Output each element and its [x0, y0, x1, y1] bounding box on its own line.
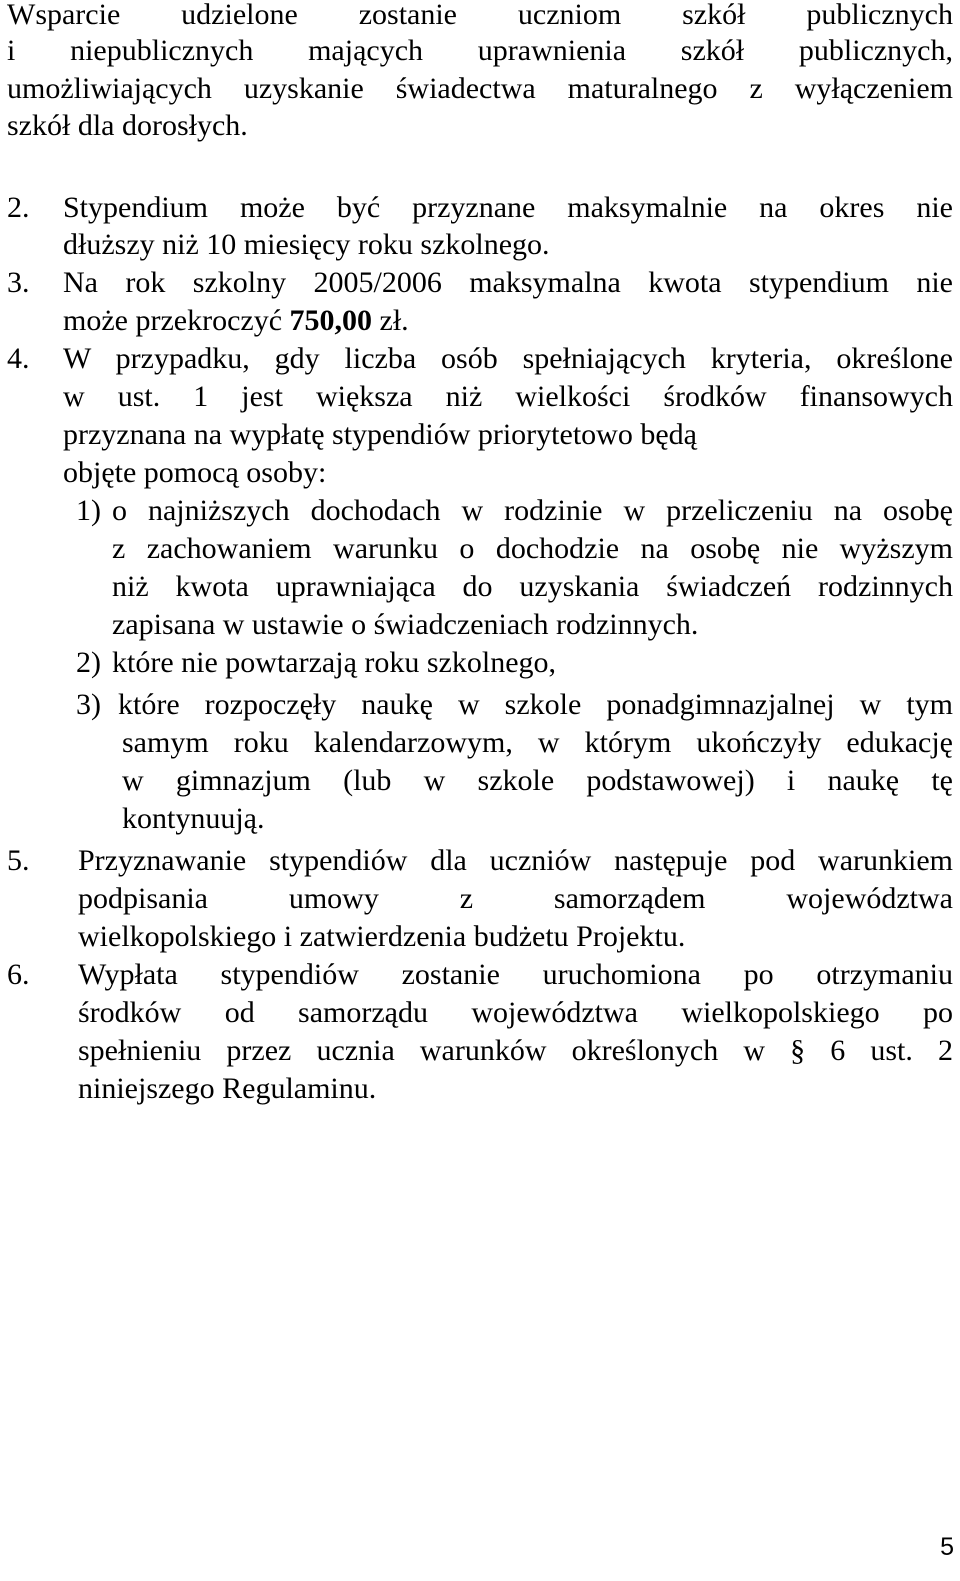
sub-item-line: niż kwota uprawniająca do uzyskania świadczeń rodzinnych — [112, 570, 953, 603]
list-item-line: Przyznawanie stypendiów dla uczniów następuje pod warunkiem — [78, 844, 953, 877]
intro-line: umożliwiających uzyskanie świadectwa maturalnego z wyłączeniem — [7, 72, 953, 105]
amount-suffix: zł. — [372, 304, 409, 337]
list-item-line: spełnieniu przez ucznia warunków określonych w § 6 ust. 2 — [78, 1034, 953, 1067]
sub-item-line: które rozpoczęły naukę w szkole ponadgimnazjalnej w tym — [118, 688, 953, 721]
sub-item-line: samym roku kalendarzowym, w którym ukończyły edukację — [122, 726, 953, 759]
list-item-line: przyznana na wypłatę stypendiów priorytetowo będą — [63, 418, 697, 451]
list-item-number: 4. — [7, 342, 30, 375]
list-item-line: Stypendium może być przyznane maksymalnie na okres nie — [63, 191, 953, 224]
page-number: 5 — [940, 1533, 954, 1561]
sub-item-number: 3) — [76, 688, 101, 721]
list-item-number: 5. — [7, 844, 30, 877]
sub-item-line: które nie powtarzają roku szkolnego, — [112, 646, 557, 679]
sub-item-line: kontynuują. — [122, 802, 265, 835]
list-item-line: podpisania umowy z samorządem województwa — [78, 882, 953, 915]
sub-item-number: 2) — [76, 646, 101, 679]
list-item-line: Na rok szkolny 2005/2006 maksymalna kwota stypendium nie — [63, 266, 953, 299]
sub-item-line: zapisana w ustawie o świadczeniach rodzinnych. — [112, 608, 699, 641]
sub-item-line: o najniższych dochodach w rodzinie w przeliczeniu na osobę — [112, 494, 953, 527]
stipend-amount: 750,00 — [289, 304, 373, 337]
list-item-number: 2. — [7, 191, 30, 224]
list-item-line: objęte pomocą osoby: — [63, 456, 327, 489]
list-item-line — [63, 303, 409, 339]
sub-item-line: w gimnazjum (lub w szkole podstawowej) i naukę tę — [122, 764, 953, 797]
list-item-line: wielkopolskiego i zatwierdzenia budżetu Projektu. — [78, 920, 686, 953]
list-item-line: w ust. 1 jest większa niż wielkości środków finansowych — [63, 380, 953, 413]
intro-line: Wsparcie udzielone zostanie uczniom szkół publicznych — [7, 0, 953, 31]
sub-item-number: 1) — [76, 494, 101, 527]
intro-line: szkół dla dorosłych. — [7, 109, 248, 142]
list-item-line: dłuższy niż 10 miesięcy roku szkolnego. — [63, 228, 550, 261]
list-item-line: Wypłata stypendiów zostanie uruchomiona po otrzymaniu — [78, 958, 953, 991]
amount-prefix: może przekroczyć — [63, 304, 290, 337]
intro-line: i niepublicznych mających uprawnienia szkół publicznych, — [7, 34, 953, 67]
list-item-line: środków od samorządu województwa wielkopolskiego po — [78, 996, 953, 1029]
list-item-line: W przypadku, gdy liczba osób spełniających kryteria, określone — [63, 342, 953, 375]
list-item-number: 3. — [7, 266, 30, 299]
list-item-number: 6. — [7, 958, 30, 991]
list-item-line: niniejszego Regulaminu. — [78, 1072, 377, 1105]
sub-item-line: z zachowaniem warunku o dochodzie na osobę nie wyższym — [112, 532, 953, 565]
